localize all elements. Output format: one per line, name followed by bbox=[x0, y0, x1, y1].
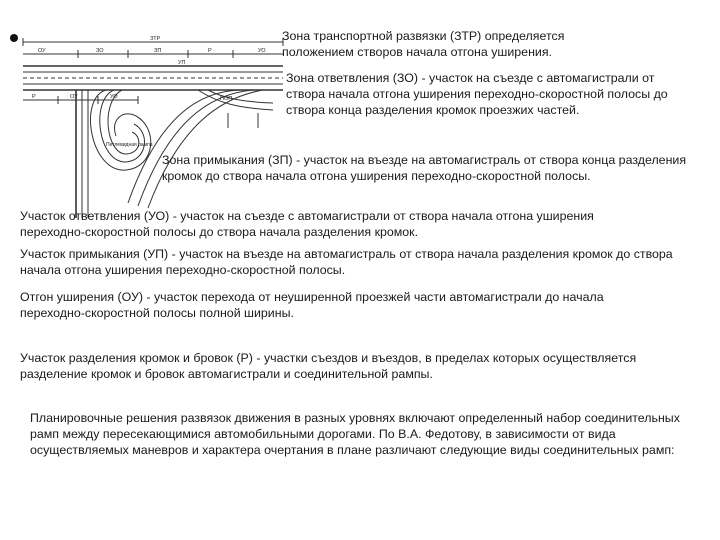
ztr-label: ЗТР bbox=[150, 36, 161, 42]
bullet-marker bbox=[10, 34, 18, 42]
pop-label: ПОП bbox=[220, 96, 233, 102]
up-label: УП bbox=[178, 60, 186, 66]
interchange-diagram bbox=[18, 28, 288, 223]
ou-left-label: ОУ bbox=[70, 94, 78, 100]
paragraph-zp: Зона примыкания (ЗП) - участок на въезде на автомагистраль от створа конца разделения кромок до створа начала отгона уширения переходно-скоростной полосы. bbox=[162, 153, 687, 183]
paragraph-ou: Отгон уширения (ОУ) - участок перехода от неуширенной проезжей части автомагистрали до начала переходно-скоростной полосы полной ширины. bbox=[20, 290, 604, 320]
paragraph-uo: Участок ответвления (УО) - участок на съезде с автомагистрали от створа начала отгона уширения переходно-скоростной полосы до створа начала разделения кромок. bbox=[20, 209, 594, 239]
paragraph-intro: Планировочные решения развязок движения в разных уровнях включают определенный набор соединительных рамп между пересекающимися автомобильными дорогами. По В.А. Федотову, в зависимости от вида осуществляемых маневров и характера очертания в плане различают следующие виды соединительных рамп: bbox=[30, 411, 680, 457]
paragraph-up: Участок примыкания (УП) - участок на въезде на автомагистраль от створа начала разделения кромок до створа начала отгона уширения переходно-скоростной полосы. bbox=[20, 247, 673, 277]
paragraph-zo: Зона ответвления (ЗО) - участок на съезде с автомагистрали от створа начала отгона уширения переходно-скоростной полосы до створа конца разделения кромок проезжих частей. bbox=[286, 71, 668, 117]
uo-left-label: УО bbox=[110, 94, 118, 100]
loop-ramp-label: Петлевидная рампа bbox=[106, 142, 153, 148]
zo-label: ЗО bbox=[96, 48, 104, 54]
p-label: Р bbox=[208, 48, 212, 54]
zp-label: ЗП bbox=[154, 48, 162, 54]
ou-label: ОУ bbox=[38, 48, 46, 54]
paragraph-ztr: Зона транспортной развязки (ЗТР) определяется положением створов начала отгона уширения. bbox=[282, 29, 565, 59]
uo-label: УО bbox=[258, 48, 266, 54]
paragraph-p: Участок разделения кромок и бровок (Р) - участки съездов и въездов, в пределах которых осуществляется разделение кромок и бровок автомагистрали и соединительной рампы. bbox=[20, 351, 637, 381]
p-left-label: Р bbox=[32, 94, 36, 100]
